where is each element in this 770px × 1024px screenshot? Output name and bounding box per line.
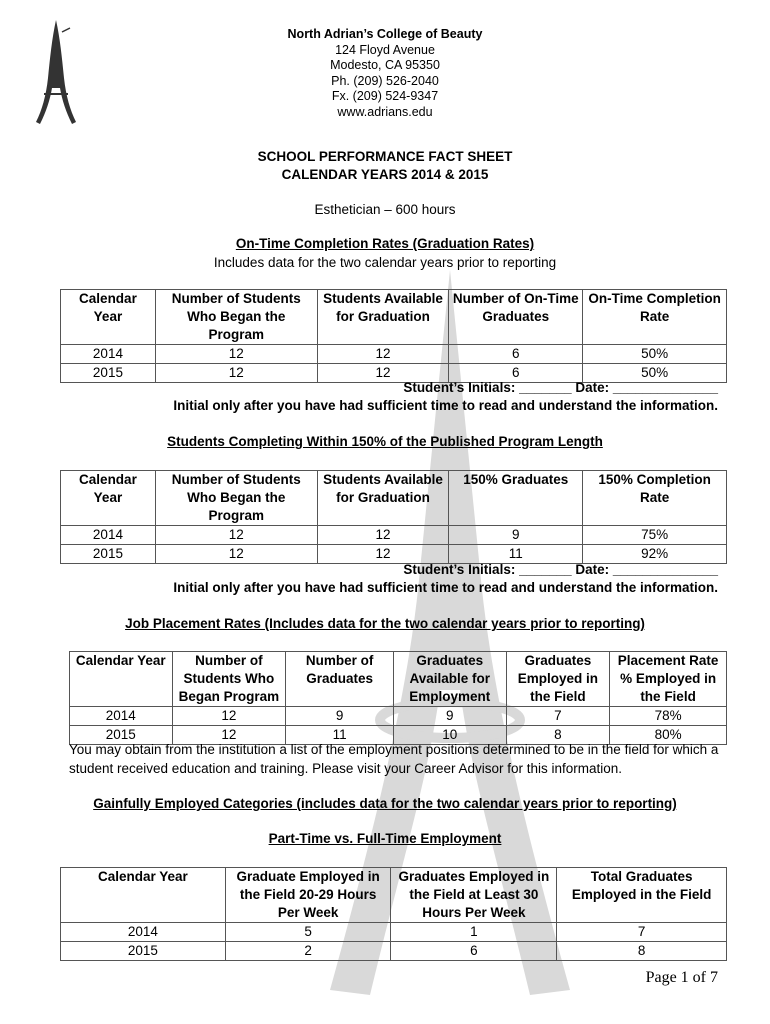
table-header-row bbox=[61, 868, 727, 923]
table-row bbox=[61, 942, 727, 961]
program-name: Esthetician – 600 hours bbox=[314, 202, 456, 217]
table-cell: 2015 bbox=[61, 545, 156, 564]
header-cell: Graduates Available for Employment bbox=[393, 652, 506, 707]
section4-heading: Gainfully Employed Categories (includes data for the two calendar years prior to reporting) bbox=[93, 796, 677, 811]
job-placement-table bbox=[69, 651, 727, 745]
header-cell: Graduates Employed in the Field at Least 30 Hours Per Week bbox=[391, 868, 557, 923]
header-cell: Graduates Employed in the Field bbox=[506, 652, 610, 707]
table-cell: 2014 bbox=[61, 923, 226, 942]
school-phone: Ph. (209) 526-2040 bbox=[331, 74, 439, 88]
table-cell: 12 bbox=[317, 364, 449, 383]
table-cell: 75% bbox=[583, 526, 727, 545]
initials-line-1[interactable]: Student’s Initials: _______ Date: ______________ bbox=[403, 380, 718, 395]
section1-subheading: Includes data for the two calendar years prior to reporting bbox=[213, 255, 557, 270]
header-cell: On-Time Completion Rate bbox=[583, 290, 727, 345]
header-cell: Graduate Employed in the Field 20-29 Hours Per Week bbox=[225, 868, 391, 923]
table-row bbox=[70, 707, 727, 726]
header-cell: Calendar Year bbox=[61, 868, 226, 923]
table-cell: 50% bbox=[583, 345, 727, 364]
table-cell: 12 bbox=[317, 526, 449, 545]
table-cell: 12 bbox=[155, 364, 317, 383]
school-fax: Fx. (209) 524-9347 bbox=[331, 89, 439, 103]
table-cell: 2015 bbox=[70, 726, 173, 745]
placement-note: You may obtain from the institution a list of the employment positions determined to be in the field for which a student received education and training. Please visit your Career Advisor for this information. bbox=[69, 742, 719, 776]
table-cell: 12 bbox=[317, 545, 449, 564]
table-cell: 5 bbox=[225, 923, 391, 942]
header-cell: Calendar Year bbox=[61, 290, 156, 345]
table-header-row bbox=[61, 290, 727, 345]
table-cell: 11 bbox=[286, 726, 394, 745]
header-cell: Number of Students Who Began the Program bbox=[155, 290, 317, 345]
header-cell: Calendar Year bbox=[61, 471, 156, 526]
150-percent-completion-table bbox=[60, 470, 727, 564]
initials-note-2: Initial only after you have had sufficient time to read and understand the information. bbox=[173, 580, 718, 595]
table-header-row bbox=[70, 652, 727, 707]
table-cell: 11 bbox=[449, 545, 583, 564]
table-cell: 2014 bbox=[61, 345, 156, 364]
table-cell: 2 bbox=[225, 942, 391, 961]
table-cell: 2014 bbox=[61, 526, 156, 545]
table-cell: 9 bbox=[393, 707, 506, 726]
table-cell: 10 bbox=[393, 726, 506, 745]
table-cell: 2015 bbox=[61, 942, 226, 961]
table-cell: 12 bbox=[172, 707, 286, 726]
header-cell: Placement Rate % Employed in the Field bbox=[610, 652, 727, 707]
table-cell: 6 bbox=[449, 345, 583, 364]
header-cell: Number of On-Time Graduates bbox=[449, 290, 583, 345]
table-cell: 80% bbox=[610, 726, 727, 745]
document-subtitle: CALENDAR YEARS 2014 & 2015 bbox=[281, 167, 489, 182]
header-cell: Number of Graduates bbox=[286, 652, 394, 707]
table-cell: 12 bbox=[155, 545, 317, 564]
initials-note-1: Initial only after you have had sufficient time to read and understand the information. bbox=[173, 398, 718, 413]
table-cell: 2015 bbox=[61, 364, 156, 383]
table-cell: 12 bbox=[317, 345, 449, 364]
header-cell: Number of Students Who Began Program bbox=[172, 652, 286, 707]
table-row bbox=[61, 923, 727, 942]
header-cell: Calendar Year bbox=[70, 652, 173, 707]
table-cell: 12 bbox=[155, 345, 317, 364]
employment-hours-table bbox=[60, 867, 727, 961]
initials-line-2[interactable]: Student’s Initials: _______ Date: ______________ bbox=[403, 562, 718, 577]
table-row bbox=[61, 526, 727, 545]
header-cell: 150% Graduates bbox=[449, 471, 583, 526]
table-row bbox=[61, 345, 727, 364]
section2-heading: Students Completing Within 150% of the Published Program Length bbox=[167, 434, 603, 449]
table-cell: 9 bbox=[449, 526, 583, 545]
table-cell: 78% bbox=[610, 707, 727, 726]
table-cell: 2014 bbox=[70, 707, 173, 726]
school-city: Modesto, CA 95350 bbox=[330, 58, 440, 72]
table-cell: 6 bbox=[449, 364, 583, 383]
header-cell: Number of Students Who Began the Program bbox=[155, 471, 317, 526]
header-cell: 150% Completion Rate bbox=[583, 471, 727, 526]
table-cell: 9 bbox=[286, 707, 394, 726]
table-cell: 7 bbox=[506, 707, 610, 726]
header-cell: Students Available for Graduation bbox=[317, 471, 449, 526]
school-website: www.adrians.edu bbox=[337, 105, 433, 119]
document-title: SCHOOL PERFORMANCE FACT SHEET bbox=[257, 149, 513, 164]
section4-subheading: Part-Time vs. Full-Time Employment bbox=[268, 831, 502, 846]
section3-heading: Job Placement Rates (Includes data for the two calendar years prior to reporting) bbox=[125, 616, 645, 631]
table-header-row bbox=[61, 471, 727, 526]
table-cell: 12 bbox=[172, 726, 286, 745]
section1-heading: On-Time Completion Rates (Graduation Rates) bbox=[235, 236, 535, 251]
school-name: North Adrian’s College of Beauty bbox=[287, 27, 483, 41]
on-time-completion-table bbox=[60, 289, 727, 383]
table-cell: 6 bbox=[391, 942, 557, 961]
table-cell: 50% bbox=[583, 364, 727, 383]
table-cell: 7 bbox=[557, 923, 727, 942]
school-address: 124 Floyd Avenue bbox=[335, 43, 435, 57]
table-cell: 8 bbox=[506, 726, 610, 745]
header-cell: Students Available for Graduation bbox=[317, 290, 449, 345]
table-cell: 8 bbox=[557, 942, 727, 961]
table-cell: 1 bbox=[391, 923, 557, 942]
table-cell: 92% bbox=[583, 545, 727, 564]
page-number: Page 1 of 7 bbox=[645, 969, 718, 986]
header-cell: Total Graduates Employed in the Field bbox=[557, 868, 727, 923]
table-cell: 12 bbox=[155, 526, 317, 545]
